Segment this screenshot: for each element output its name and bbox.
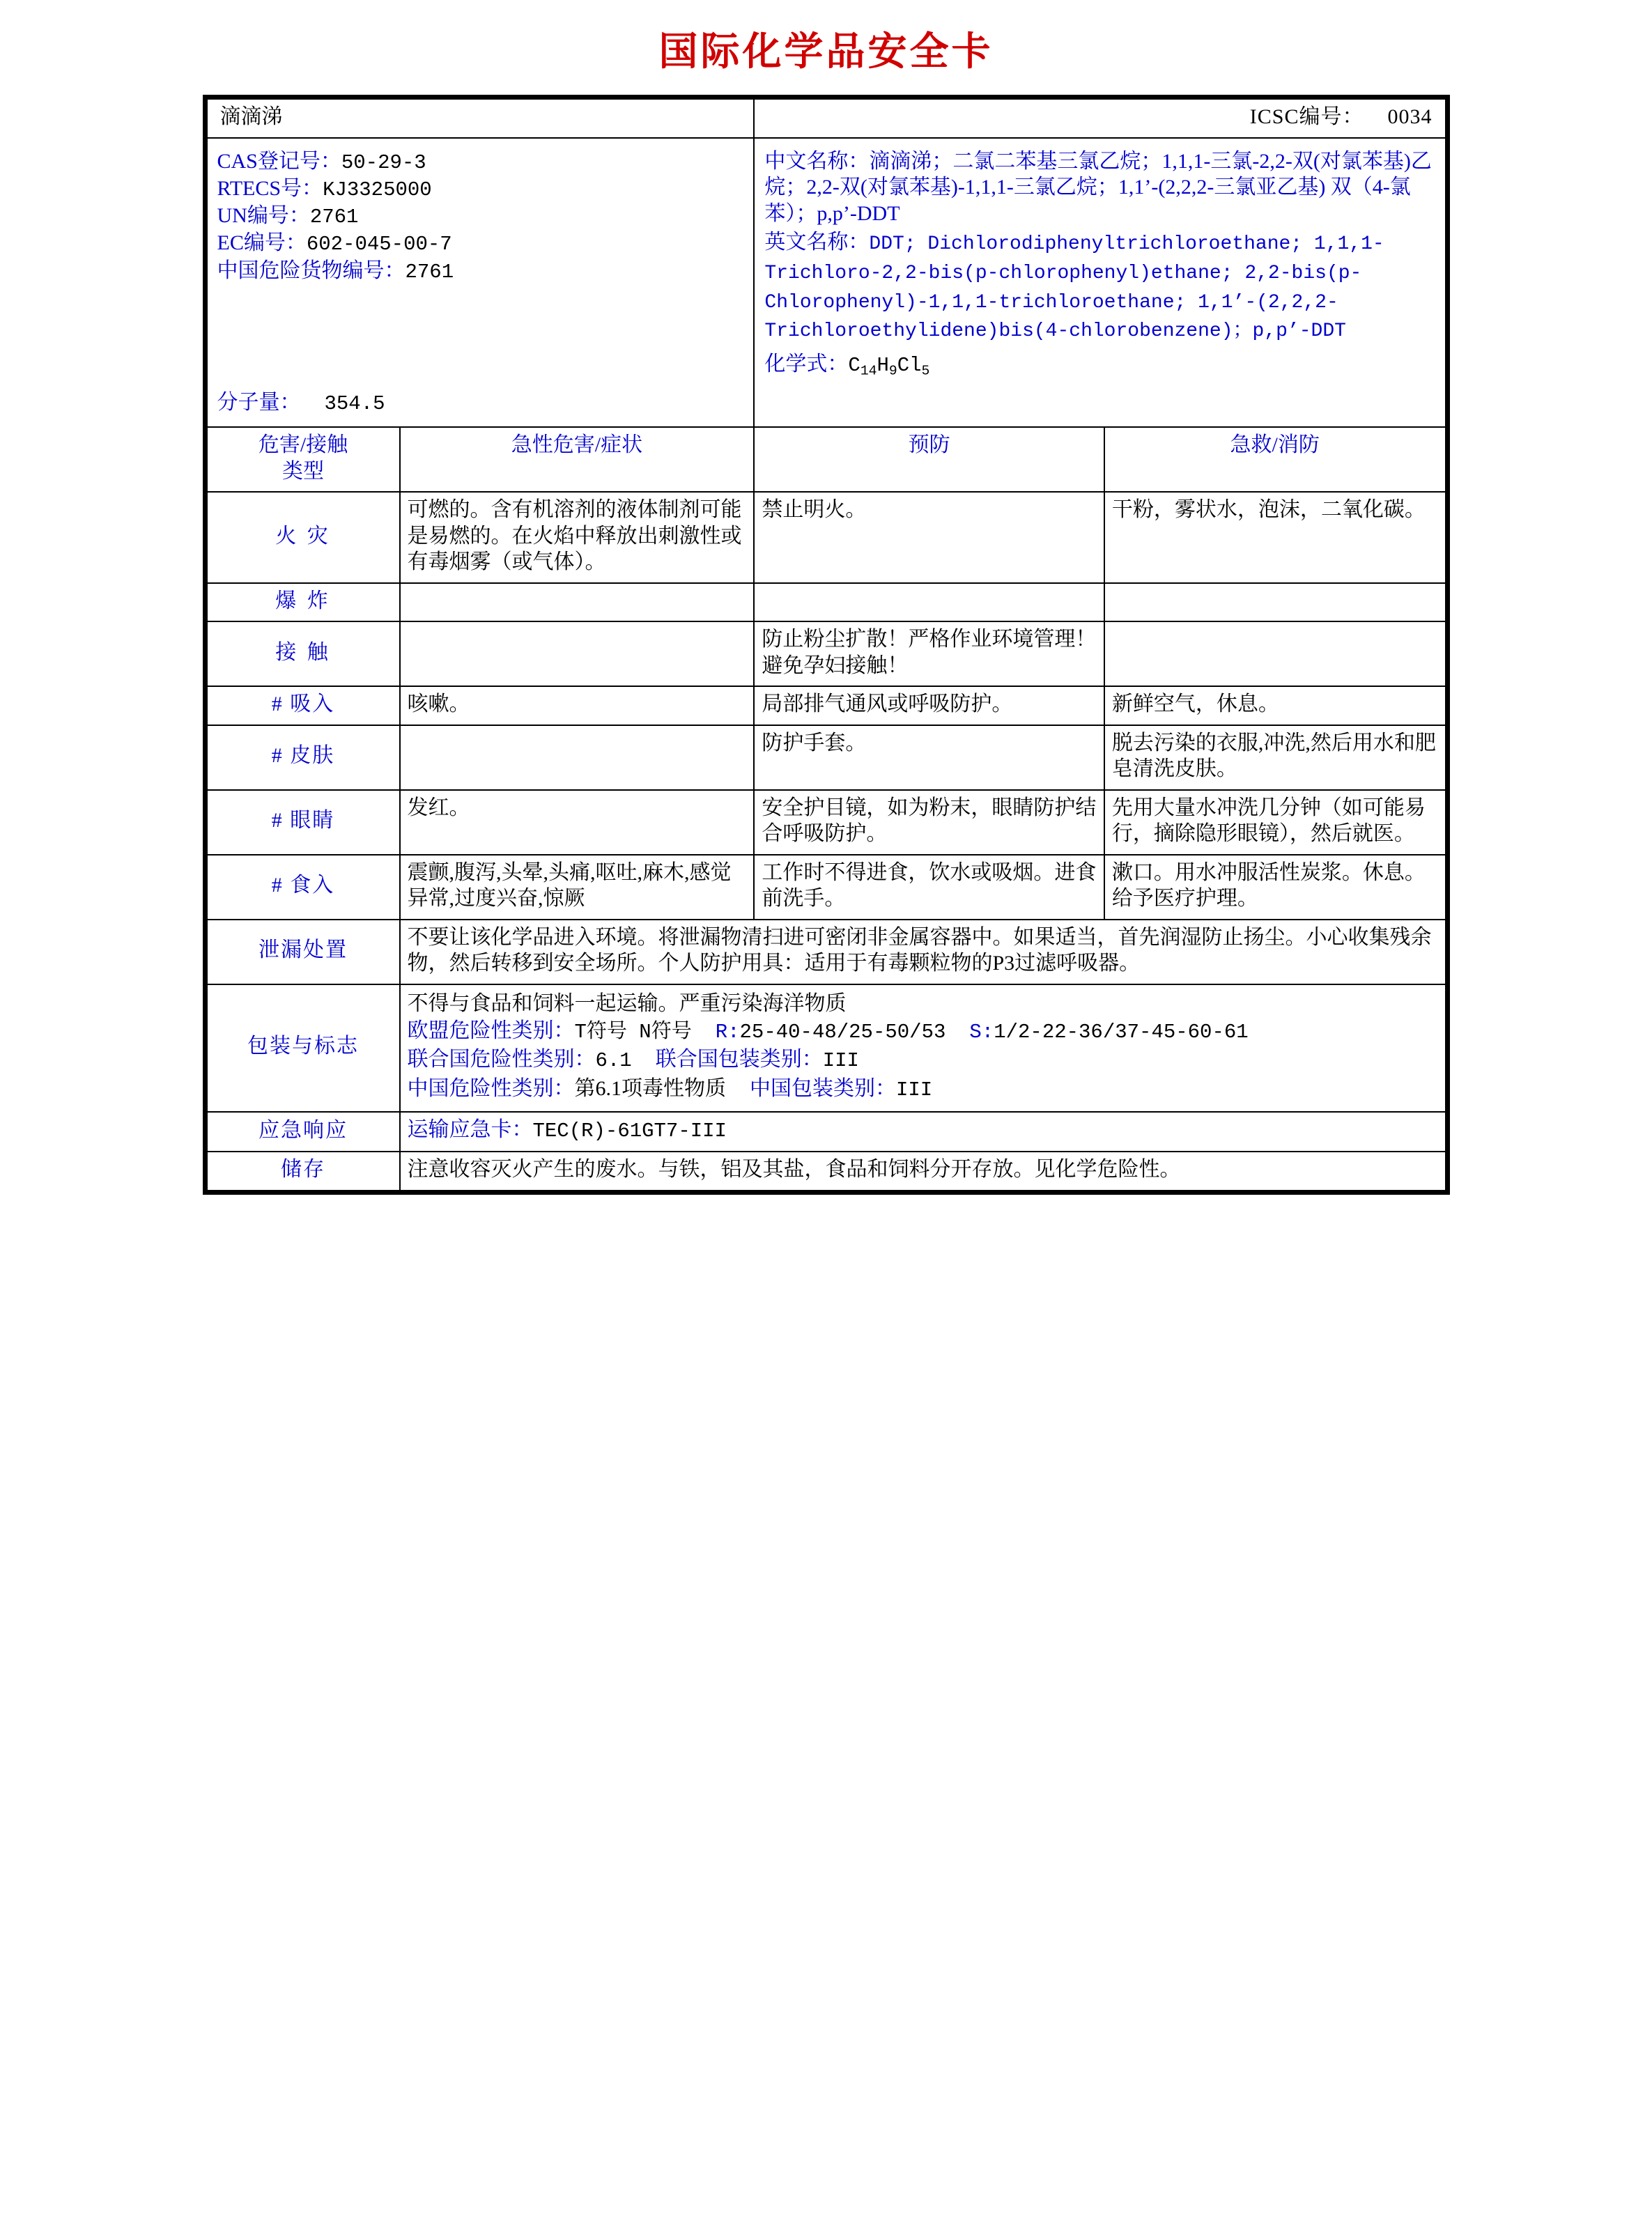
identifier-un-label: UN编号：	[217, 204, 310, 227]
icsc-label: ICSC编号：	[1249, 105, 1364, 128]
row-explosion-prevention	[754, 583, 1104, 622]
packaging-un-pack-value: III	[822, 1049, 859, 1073]
table-row	[207, 855, 1446, 920]
packaging-un	[408, 1046, 1438, 1074]
row-explosion-acute	[400, 583, 755, 622]
packaging-un-hazard-label: 联合国危险性类别：	[407, 1048, 596, 1071]
packaging-cn-pack-label: 中国包装类别：	[750, 1076, 896, 1100]
page	[0, 21, 1652, 2230]
row-label-packaging: 包装与标志	[207, 984, 400, 1112]
packaging-eu-s-value: 1/2-22-36/37-45-60-61	[994, 1021, 1249, 1044]
column-header-row	[207, 427, 1446, 492]
row-fire-acute: 可燃的。含有机溶剂的液体制剂可能是易燃的。在火焰中释放出刺激性或有毒烟雾（或气体）。	[400, 492, 755, 583]
molecular-weight	[217, 389, 747, 417]
storage-text: 注意收容灭火产生的废水。与铁，铝及其盐，食品和饲料分开存放。见化学危险性。	[400, 1152, 1446, 1191]
row-skin-acute	[400, 725, 755, 790]
english-names	[764, 229, 1435, 346]
row-explosion-firstaid	[1104, 583, 1446, 622]
column-header-type-line1: 危害/接触	[258, 433, 348, 456]
row-ingestion-prevention: 工作时不得进食，饮水或吸烟。进食前洗手。	[754, 855, 1104, 920]
table-row	[207, 725, 1446, 790]
emergency-card-label: 运输应急卡：	[407, 1117, 533, 1141]
row-ingestion-acute: 震颤,腹泻,头晕,头痛,呕吐,麻木,感觉异常,过度兴奋,惊厥	[400, 855, 755, 920]
row-fire-firstaid: 干粉，雾状水，泡沫，二氧化碳。	[1104, 492, 1446, 583]
english-names-label: 英文名称：	[764, 231, 870, 254]
packaging-eu	[408, 1018, 1438, 1045]
identifier-rtecs-label: RTECS号：	[217, 176, 323, 200]
row-label-emergency: 应急响应	[207, 1112, 400, 1152]
identifiers-cell	[207, 138, 755, 428]
packaging-eu-value: T符号 N符号	[574, 1021, 692, 1044]
row-eyes-firstaid: 先用大量水冲洗几分钟（如可能易行，摘除隐形眼镜），然后就医。	[1104, 790, 1446, 855]
packaging-cn	[408, 1076, 1438, 1103]
icsc-number: 0034	[1387, 105, 1433, 128]
identifier-cn-dangerous-goods	[217, 258, 747, 285]
row-label-exposure: 接 触	[207, 621, 400, 686]
packaging-cn-hazard-label: 中国危险性类别：	[407, 1076, 575, 1100]
emergency-cell	[400, 1112, 1446, 1152]
column-header-firstaid: 急救/消防	[1104, 427, 1446, 492]
identifier-cas-label: CAS登记号：	[217, 149, 341, 173]
column-header-type	[207, 427, 400, 492]
packaging-eu-r-value: 25-40-48/25-50/53	[739, 1021, 946, 1044]
row-eyes-acute: 发红。	[400, 790, 755, 855]
row-label-spill: 泄漏处置	[207, 920, 400, 984]
emergency-card-value: TEC(R)-61GT7-III	[532, 1119, 727, 1143]
row-ingestion-firstaid: 漱口。用水冲服活性炭浆。休息。给予医疗护理。	[1104, 855, 1446, 920]
spill-row	[207, 920, 1446, 984]
row-skin-firstaid: 脱去污染的衣服,冲洗,然后用水和肥皂清洗皮肤。	[1104, 725, 1446, 790]
packaging-cell	[400, 984, 1446, 1112]
identifier-cas	[217, 148, 747, 176]
english-names-value: DDT; Dichlorodiphenyltrichloroethane; 1,1,1-Trichloro-2,2-bis(p-chlorophenyl)ethane; 2,2-bis(p-Chlorophenyl)-1,1,1-trichloroethane; 1,1’-(2,2,2-Trichloroethylidene)bis(4-chlorobenzene)；p,p’-DDT	[764, 233, 1384, 343]
row-exposure-firstaid	[1104, 621, 1446, 686]
packaging-eu-label: 欧盟危险性类别：	[407, 1019, 575, 1042]
packaging-un-pack-label: 联合国包装类别：	[655, 1048, 823, 1071]
row-skin-prevention: 防护手套。	[754, 725, 1104, 790]
packaging-transport-note: 不得与食品和饲料一起运输。严重污染海洋物质	[407, 991, 847, 1015]
column-header-prevention: 预防	[754, 427, 1104, 492]
molecular-weight-label: 分子量：	[217, 390, 301, 414]
icsc-card	[203, 95, 1450, 1195]
row-label-eyes: # 眼睛	[207, 790, 400, 855]
identifier-cas-value: 50-29-3	[341, 150, 426, 174]
storage-row	[207, 1152, 1446, 1191]
row-inhalation-firstaid: 新鲜空气，休息。	[1104, 686, 1446, 725]
packaging-un-hazard-value: 6.1	[595, 1049, 632, 1073]
column-header-acute: 急性危害/症状	[400, 427, 755, 492]
row-exposure-prevention: 防止粉尘扩散！严格作业环境管理！避免孕妇接触！	[754, 621, 1104, 686]
row-eyes-prevention: 安全护目镜，如为粉末，眼睛防护结合呼吸防护。	[754, 790, 1104, 855]
page-title: 国际化学品安全卡	[658, 29, 994, 75]
table-row	[207, 583, 1446, 622]
column-header-type-line2: 类型	[282, 459, 324, 483]
formula-value: $C_{14}H_9Cl_5$	[848, 354, 930, 379]
packaging-row	[207, 984, 1446, 1112]
spill-text: 不要让该化学品进入环境。将泄漏物清扫进可密闭非金属容器中。如果适当，首先润湿防止扬尘。小心收集残余物，然后转移到安全场所。个人防护用具：适用于有毒颗粒物的P3过滤呼吸器。	[400, 920, 1446, 984]
identifier-un-value: 2761	[309, 206, 359, 229]
chinese-names-label: 中文名称：	[764, 149, 870, 173]
table-row	[207, 621, 1446, 686]
row-label-storage: 储存	[207, 1152, 400, 1191]
identifier-cn-label: 中国危险货物编号：	[217, 258, 406, 282]
row-inhalation-acute: 咳嗽。	[400, 686, 755, 725]
names-cell	[754, 138, 1445, 428]
identifier-un	[217, 203, 747, 230]
identifier-ec	[217, 230, 747, 257]
packaging-cn-hazard-value: 第6.1项毒性物质	[574, 1076, 726, 1100]
icsc-number-cell	[754, 99, 1445, 138]
table-row	[207, 686, 1446, 725]
chinese-names-value: 滴滴涕；二氯二苯基三氯乙烷；1,1,1-三氯-2,2-双(对氯苯基)乙烷；2,2-双(对氯苯基)-1,1,1-三氯乙烷；1,1’-(2,2,2-三氯亚乙基) 双（4-氯苯）；p,p’-DDT	[764, 149, 1432, 225]
substance-name: 滴滴涕	[207, 99, 755, 138]
formula-label: 化学式：	[764, 353, 849, 375]
identifier-ec-value: 602-045-00-7	[306, 233, 452, 256]
packaging-eu-s-label: S:	[969, 1021, 994, 1044]
row-label-explosion: 爆 炸	[207, 583, 400, 622]
identifier-cn-value: 2761	[405, 260, 454, 284]
row-label-fire: 火 灾	[207, 492, 400, 583]
packaging-cn-pack-value: III	[896, 1078, 933, 1101]
row-inhalation-prevention: 局部排气通风或呼吸防护。	[754, 686, 1104, 725]
formula	[764, 351, 1435, 380]
row-exposure-acute	[400, 621, 755, 686]
chinese-names	[764, 148, 1435, 227]
row-label-inhalation: # 吸入	[207, 686, 400, 725]
packaging-eu-r-label: R:	[715, 1021, 740, 1044]
molecular-weight-value: 354.5	[324, 392, 385, 415]
row-label-skin: # 皮肤	[207, 725, 400, 790]
identity-row	[207, 138, 1446, 428]
icsc-table	[206, 98, 1446, 1191]
identifier-ec-label: EC编号：	[217, 231, 307, 255]
identifier-rtecs	[217, 176, 747, 203]
table-row	[207, 790, 1446, 855]
card-header-row	[207, 99, 1446, 138]
row-fire-prevention: 禁止明火。	[754, 492, 1104, 583]
row-label-ingestion: # 食入	[207, 855, 400, 920]
emergency-row	[207, 1112, 1446, 1152]
identifier-rtecs-value: KJ3325000	[323, 178, 432, 201]
table-row	[207, 492, 1446, 583]
